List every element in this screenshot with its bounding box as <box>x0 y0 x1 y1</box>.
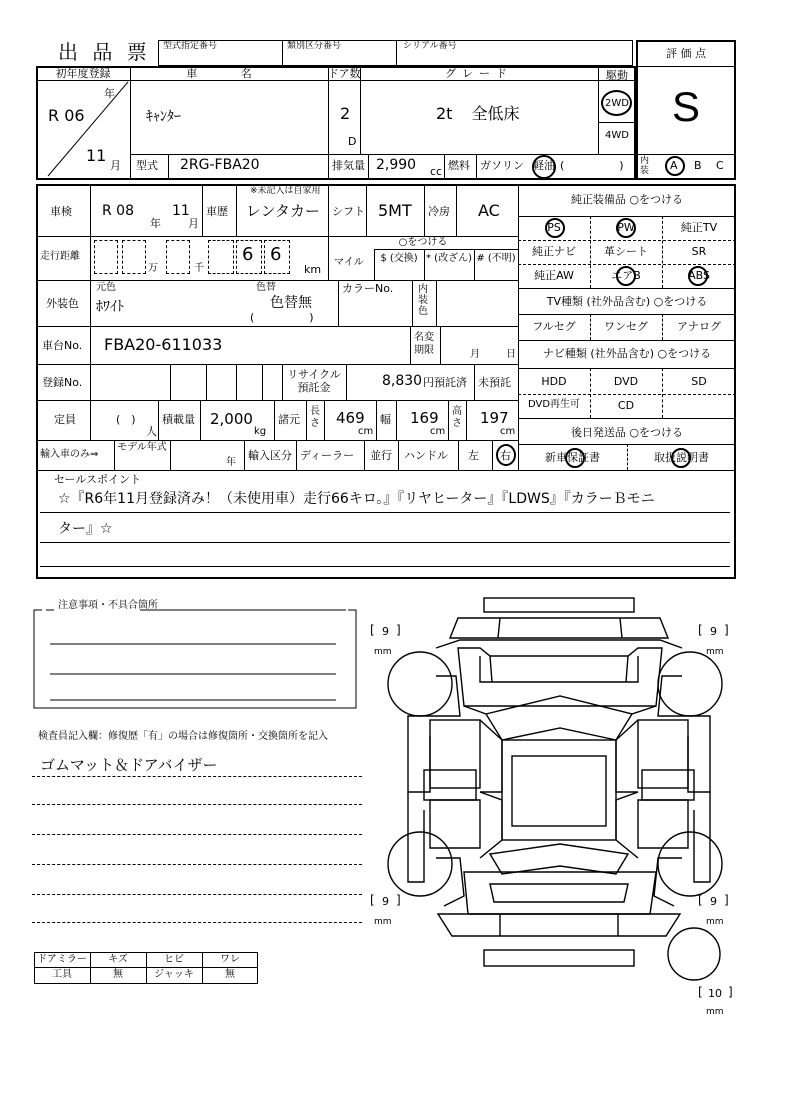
model-year-label: モデル年式 <box>117 442 167 453</box>
recycle-label: リサイクル預託金 <box>287 368 341 394</box>
mileage-km-unit: km <box>304 263 322 276</box>
import-label: 輸入車のみ⇒ <box>40 449 99 460</box>
grade-value: 2t 全低床 <box>436 104 520 123</box>
inspection-era: R 08 <box>102 203 134 219</box>
interior-grade-a: A <box>670 159 678 172</box>
acc-header-crack: ヒビ <box>164 954 184 965</box>
mileage-digit-2 <box>122 240 146 274</box>
dimensions-label: 諸元 <box>278 413 300 426</box>
mileage-digit-1 <box>94 240 118 274</box>
navi-dvd-play: DVD再生可 <box>527 399 581 410</box>
tire-rear-right-value: 9 <box>710 895 717 908</box>
mileage-digit-5-value: 6 <box>242 244 254 265</box>
recycle-deposited: 円預託済 <box>423 376 467 389</box>
evaluation-score: S <box>671 83 700 130</box>
capacity-value: ( ) <box>116 413 136 426</box>
docs-title: 後日発送品 ○をつける <box>570 426 684 439</box>
mileage-man-unit: 万 <box>148 263 158 274</box>
name-change-label: 名変期限 <box>414 332 434 356</box>
oem-sr: SR <box>691 245 707 258</box>
drive-2wd: 2WD <box>605 98 629 109</box>
tv-title: TV種類 (社外品含む) ○をつける <box>546 295 708 308</box>
tire-front-right-bracket: [ <box>698 623 703 637</box>
tire-front-left-unit: mm <box>374 647 392 657</box>
tv-oneseg: ワンセグ <box>604 320 648 333</box>
inspector-label: 検査員記入欄：修復歴「有」の場合は修復箇所・交換箇所を記入 <box>38 731 328 742</box>
first-reg-month-unit: 月 <box>110 159 121 172</box>
height-label: 高さ <box>452 406 462 429</box>
oem-aw: 純正AW <box>534 269 574 282</box>
sales-line-1: ☆『R6年11月登録済み！（未使用車）走行66キロ。』『リヤヒーター』『LDWS』『カラーＢモニ <box>58 491 655 507</box>
parallel-option: 並行 <box>370 449 392 462</box>
acc-tools-label: 工具 <box>52 969 72 980</box>
navi-cd: CD <box>617 399 635 412</box>
tire-spare-bracket: [ <box>698 985 703 999</box>
fuel-gasoline: ガソリン <box>480 159 524 172</box>
interior-color-label: 内装色 <box>418 284 428 317</box>
tire-rear-left-unit: mm <box>374 917 392 927</box>
drive-label: 駆動 <box>606 69 628 82</box>
cc-unit: cc <box>430 165 443 178</box>
type-designation-label: 型式指定番号 <box>163 41 218 51</box>
length-unit: cm <box>358 426 374 437</box>
sheet-title: 出 品 票 <box>58 40 151 64</box>
inspection-month: 11 <box>172 203 190 219</box>
handle-right: 右 <box>500 449 511 462</box>
mileage-mark-note: ○をつける <box>398 237 448 248</box>
handle-left: 左 <box>468 449 479 462</box>
acc-header-broken: ワレ <box>220 954 240 965</box>
oem-tv: 純正TV <box>680 221 718 234</box>
shift-value: 5MT <box>378 201 412 220</box>
name-change-month: 月 <box>470 349 480 360</box>
inspection-year-unit: 年 <box>150 217 161 230</box>
fuel-diesel: 軽油 <box>533 159 555 172</box>
mileage-sen-unit: 千 <box>194 263 204 274</box>
mileage-mark-mile: マイル <box>334 257 364 268</box>
first-reg-era: R 06 <box>48 106 85 125</box>
sales-label: セールスポイント <box>54 473 142 486</box>
docs-warranty: 新車保証書 <box>545 451 600 464</box>
caution-label: 注意事項・不具合箇所 <box>58 600 158 611</box>
history-value: レンタカー <box>246 202 321 220</box>
oem-title: 純正装備品 ○をつける <box>570 193 684 206</box>
oem-abs: ABS <box>688 269 710 282</box>
inspection-month-unit: 月 <box>188 217 199 230</box>
acc-jack-label: ジャッキ <box>154 969 194 980</box>
exterior-label: 外装色 <box>46 297 79 310</box>
oem-pw: PW <box>617 221 635 234</box>
history-note: ※未記入は自家用 <box>250 186 321 196</box>
navi-title: ナビ種類 (社外品含む) ○をつける <box>542 347 712 360</box>
chassis-value: FBA20-611033 <box>104 335 223 354</box>
oem-navi: 純正ナビ <box>532 245 576 258</box>
displacement-label: 排気量 <box>332 159 365 172</box>
car-name-label: 車 名 <box>186 67 272 80</box>
model-year-unit: 年 <box>226 457 236 468</box>
first-reg-month: 11 <box>86 146 107 165</box>
color-no-label: カラーNo. <box>342 282 394 295</box>
tire-front-right-value: 9 <box>710 625 717 638</box>
acc-header-mirror: ドアミラー <box>37 954 87 965</box>
inspection-label: 車検 <box>50 205 72 218</box>
tire-front-left-bracket: [ <box>370 623 375 637</box>
import-type-label: 輸入区分 <box>248 449 292 462</box>
fuel-label: 燃料 <box>448 159 470 172</box>
acc-tools-value: 無 <box>113 969 123 980</box>
first-reg-label: 初年度登録 <box>55 67 111 80</box>
acc-header-scratch: キズ <box>108 954 128 965</box>
mileage-digit-6-value: 6 <box>270 244 282 265</box>
tire-spare-unit: mm <box>706 1007 724 1017</box>
ac-label: 冷房 <box>428 205 450 218</box>
navi-sd: SD <box>691 375 707 388</box>
name-change-day: 日 <box>506 349 516 360</box>
category-label: 類別区分番号 <box>287 41 342 51</box>
width-value: 169 <box>410 409 439 427</box>
docs-manual: 取扱説明書 <box>654 451 709 464</box>
oem-airbag: エアB <box>611 269 641 282</box>
load-label: 積載量 <box>162 413 195 426</box>
length-value: 469 <box>336 409 365 427</box>
height-unit: cm <box>500 426 516 437</box>
tv-analog: アナログ <box>677 320 721 333</box>
recycle-amount: 8,830 <box>382 373 423 389</box>
oem-ps: PS <box>547 221 561 234</box>
registration-label: 登録No. <box>42 376 83 389</box>
oem-leather: 革シート <box>604 245 648 258</box>
evaluation-label: 評 価 点 <box>666 47 706 60</box>
mileage-digit-4 <box>208 240 234 274</box>
first-reg-year-unit: 年 <box>104 87 115 100</box>
grade-label: グレード <box>445 67 513 80</box>
length-label: 長さ <box>310 406 320 429</box>
displacement-value: 2,990 <box>376 157 417 173</box>
mileage-digit-3 <box>166 240 190 274</box>
interior-grade-b: B <box>694 159 702 172</box>
capacity-unit: 人 <box>146 425 157 438</box>
fuel-other: ( ) <box>560 159 624 172</box>
dealer-option: ディーラー <box>300 449 355 462</box>
tire-front-left-value: 9 <box>382 625 389 638</box>
navi-hdd: HDD <box>541 375 567 388</box>
handle-label: ハンドル <box>404 449 448 462</box>
tv-fullseg: フルセグ <box>532 320 576 333</box>
interior-label: 内装 <box>640 156 650 176</box>
acc-jack-value: 無 <box>225 969 235 980</box>
interior-grade-c: C <box>716 159 724 172</box>
doors-label: ドア数 <box>328 67 361 80</box>
color-change-value: 色替無 <box>270 295 312 311</box>
shift-label: シフト <box>332 205 365 218</box>
width-unit: cm <box>430 426 446 437</box>
load-unit: kg <box>254 426 267 437</box>
tire-rear-right-unit: mm <box>706 917 724 927</box>
car-damage-diagram <box>380 596 730 986</box>
sales-line-2: ター』☆ <box>58 521 113 537</box>
drive-4wd: 4WD <box>605 130 629 141</box>
navi-dvd: DVD <box>613 375 639 388</box>
original-color-label: 元色 <box>96 282 116 293</box>
tire-front-right-unit: mm <box>706 647 724 657</box>
tire-rear-left-value: 9 <box>382 895 389 908</box>
mileage-mark-tampered: * (改ざん) <box>426 253 472 264</box>
model-label: 型式 <box>136 159 158 172</box>
color-paren: ( ) <box>250 311 314 324</box>
door-count: 2 <box>340 104 351 123</box>
door-unit: D <box>348 135 357 148</box>
mileage-mark-exchange: $ (交換) <box>380 253 418 264</box>
history-label: 車歴 <box>206 205 228 218</box>
tire-spare-value: 10 <box>708 987 722 1000</box>
height-value: 197 <box>480 409 509 427</box>
ac-value: AC <box>478 201 500 220</box>
caution-bracket <box>30 604 360 716</box>
inspector-note: ゴムマット＆ドアバイザー <box>40 756 218 774</box>
serial-label: シリアル番号 <box>403 41 457 51</box>
color-change-label: 色替 <box>256 282 276 293</box>
mileage-label: 走行距離 <box>40 251 80 262</box>
width-label: 幅 <box>380 413 391 426</box>
load-value: 2,000 <box>210 410 253 428</box>
exterior-color: ﾎﾜｲﾄ <box>96 299 124 315</box>
recycle-not: 未預託 <box>478 376 511 389</box>
tire-rear-right-bracket: [ <box>698 893 703 907</box>
chassis-label: 車台No. <box>42 339 83 352</box>
model-value: 2RG-FBA20 <box>180 157 260 173</box>
capacity-label: 定員 <box>54 413 76 426</box>
car-name: ｷｬﾝﾀｰ <box>146 109 181 125</box>
tire-rear-left-bracket: [ <box>370 893 375 907</box>
mileage-mark-unknown: # (不明) <box>476 253 516 264</box>
